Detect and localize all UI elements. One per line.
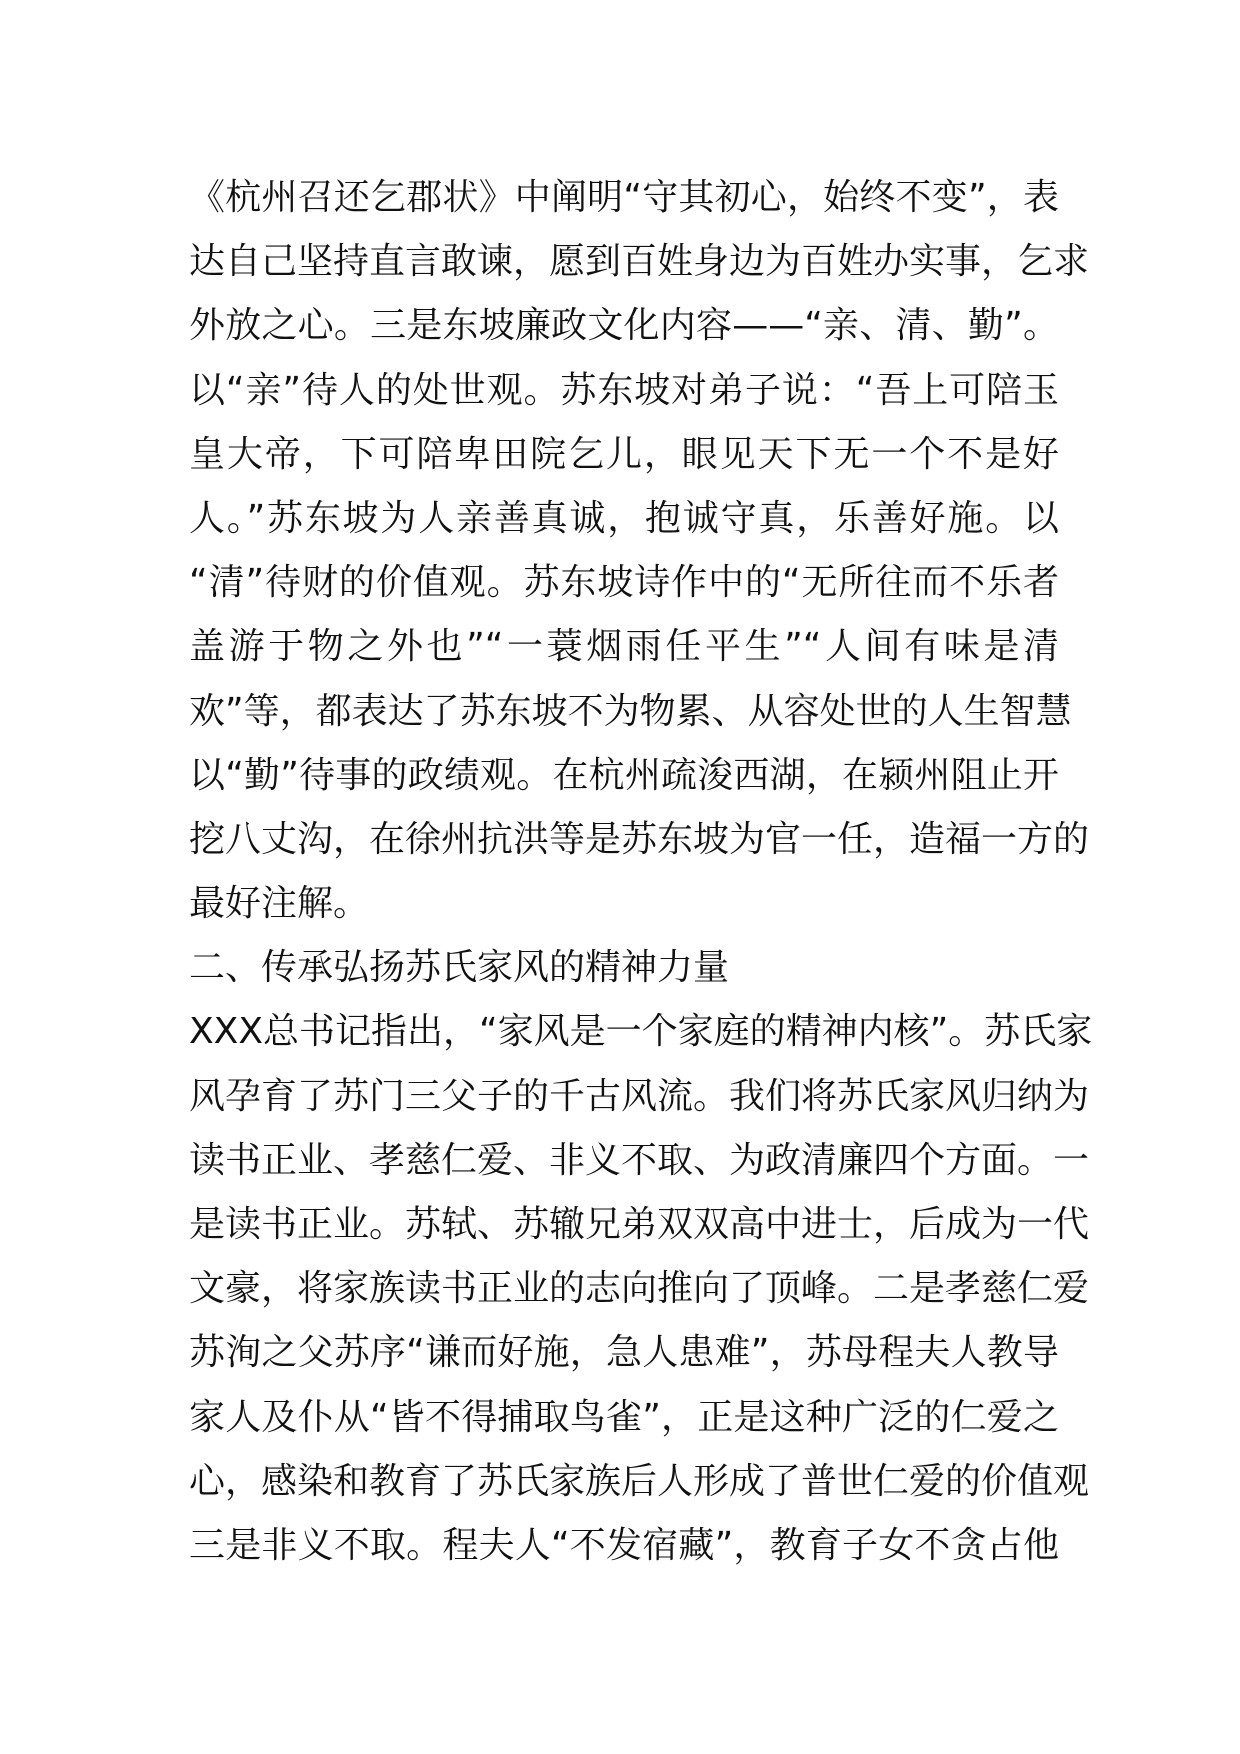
text-line: 达自己坚持直言敢谏，愿到百姓身边为百姓办实事，乞求 (189, 241, 1090, 283)
text-line: 心，感染和教育了苏氏家族后人形成了普世仁爱的价值观 (189, 1460, 1090, 1502)
text-line: 皇大帝，下可陪卑田院乞儿，眼见天下无一个不是好 (189, 433, 1059, 475)
text-line: XXX总书记指出，“家风是一个家庭的精神内核”。苏氏家 (189, 1011, 1093, 1053)
text-line: 挖八丈沟，在徐州抗洪等是苏东坡为官一任，造福一方的 (189, 818, 1090, 860)
text-line: 家人及仆从“皆不得捕取鸟雀”，正是这种广泛的仁爱之 (189, 1396, 1059, 1438)
text-line: 读书正业、孝慈仁爱、非义不取、为政清廉四个方面。一 (189, 1139, 1090, 1181)
body-text (189, 166, 1093, 1578)
text-line: 三是非义不取。程夫人“不发宿藏”，教育子女不贪占他 (189, 1524, 1059, 1566)
text-line: 以“亲”待人的处世观。苏东坡对弟子说：“吾上可陪玉 (189, 369, 1059, 411)
text-line: 文豪，将家族读书正业的志向推向了顶峰。二是孝慈仁爱 (189, 1268, 1090, 1310)
text-line: 《杭州召还乞郡状》中阐明“守其初心，始终不变”，表 (189, 177, 1059, 218)
text-line: 苏洵之父苏序“谦而好施，急人患难”，苏母程夫人教导 (189, 1332, 1059, 1374)
text-line-paragraph-end: 最好注解。 (189, 883, 370, 925)
text-line: 以“勤”待事的政绩观。在杭州疏浚西湖，在颍州阻止开 (189, 754, 1059, 796)
text-line: 是读书正业。苏轼、苏辙兄弟双双高中进士，后成为一代 (189, 1204, 1090, 1245)
text-line: 风孕育了苏门三父子的千古风流。我们将苏氏家风归纳为 (189, 1075, 1090, 1117)
section-heading: 二、传承弘扬苏氏家风的精神力量 (189, 947, 730, 989)
text-line: “清”待财的价值观。苏东坡诗作中的“无所往而不乐者 (189, 562, 1059, 604)
text-line: 欢”等，都表达了苏东坡不为物累、从容处世的人生智慧 (189, 690, 1072, 732)
text-line: 外放之心。三是东坡廉政文化内容——“亲、清、勤”。 (189, 305, 1059, 347)
text-line: 盖游于物之外也”“一蓑烟雨任平生”“人间有味是清 (189, 626, 1059, 668)
text-line: 人。”苏东坡为人亲善真诚，抱诚守真，乐善好施。以 (189, 497, 1059, 539)
